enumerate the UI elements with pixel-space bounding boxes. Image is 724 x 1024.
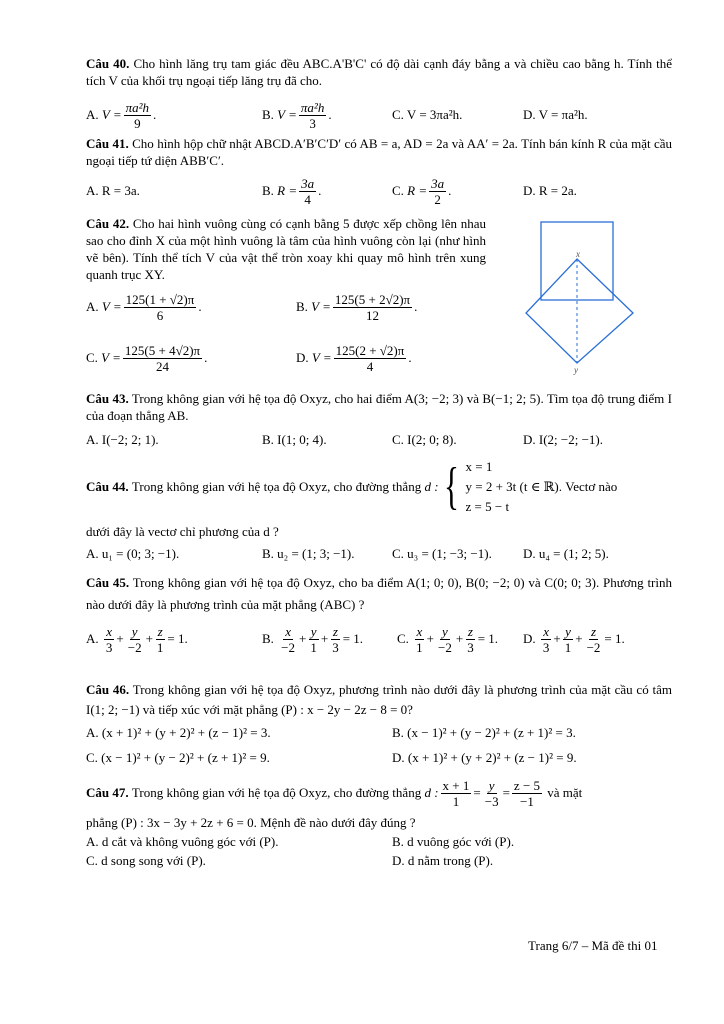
q41-option-b[interactable]: B. R = $\frac{3a}{4}$ . (262, 175, 322, 207)
q44-option-d[interactable]: D. u₄ = (1; 2; 5). (523, 546, 609, 561)
question-number: Câu 46. (86, 682, 130, 697)
q47-option-b[interactable]: B. d vuông góc với (P). (392, 834, 515, 849)
q45-option-c[interactable]: C. $\frac{x}{1}$ + $\frac{y}{-2}$ + $\frac{z}{3}$ = 1. (397, 623, 499, 655)
question-text: Cho hai hình vuông cùng có cạnh bằng 5 được xếp chồng lên nhau sao cho đỉnh X của một hình vuông là tâm của hình vuông còn lại (như hình vẽ bên). Tính thể tích V của vật thể tròn xoay khi quay mô hình trên xung quanh trục XY. (86, 216, 486, 282)
question-43 (86, 390, 672, 424)
q46-options (86, 725, 672, 771)
question-46 (86, 680, 672, 720)
q46-option-a[interactable]: A. (x + 1)² + (y + 2)² + (z − 1)² = 3. (86, 725, 271, 740)
question-number: Câu 44. (86, 479, 129, 494)
fraction: $\frac{\text{πa²h}}{3}$ (300, 99, 325, 131)
fraction: $\frac{3a}{4}$ (301, 175, 315, 207)
q46-option-c[interactable]: C. (x − 1)² + (y − 2)² + (z + 1)² = 9. (86, 750, 270, 765)
fraction: $\frac{\text{πa²h}}{9}$ (125, 99, 150, 131)
q44-option-c[interactable]: C. u₃ = (1; −3; −1). (392, 546, 492, 561)
question-45 (86, 572, 672, 616)
fraction: $\frac{125(2 + √2)\pi}{4}$ (335, 342, 405, 374)
q47-option-a[interactable]: A. d cắt và không vuông góc với (P). (86, 834, 279, 849)
q44-text-cont: dưới đây là vectơ chỉ phương của d ? (86, 524, 279, 539)
q45-option-b[interactable]: B. $\frac{x}{-2}$ + $\frac{y}{1}$ + $\frac{z}{3}$ = 1. (262, 623, 364, 655)
brace-icon: { (443, 458, 459, 515)
question-text: Cho hình lăng trụ tam giác đều ABC.A'B'C' có độ dài cạnh đáy bằng a và chiều cao bằng h. Tính thể tích V của khối trụ ngoại tiếp lăng trụ đã cho. (86, 56, 673, 88)
q44-options (86, 546, 672, 564)
rotated-square (526, 259, 633, 363)
q43-option-b[interactable]: B. I(1; 0; 4). (262, 432, 327, 447)
q47-option-d[interactable]: D. d nằm trong (P). (392, 853, 494, 868)
q40-option-d[interactable]: D. V = πa²h. (523, 107, 588, 122)
q41-option-c[interactable]: C. R = $\frac{3a}{2}$ . (392, 175, 452, 207)
q44-option-b[interactable]: B. u₂ = (1; 3; −1). (262, 546, 355, 561)
q43-option-a[interactable]: A. I(−2; 2; 1). (86, 432, 159, 447)
question-number: Câu 47. (86, 785, 129, 800)
q43-option-d[interactable]: D. I(2; −2; −1). (523, 432, 604, 447)
q42-option-b[interactable]: B. V = $\frac{125(5 + 2√2)\pi}{12}$ . (296, 291, 418, 323)
question-text: Trong không gian với hệ tọa độ Oxyz, cho đường thẳng (131, 479, 422, 494)
label-y: y (574, 365, 578, 375)
q44-option-a[interactable]: A. u₁ = (0; 3; −1). (86, 546, 180, 561)
q42-option-a[interactable]: A. V = $\frac{125(1 + √2)\pi}{6}$ . (86, 291, 202, 323)
question-number: Câu 42. (86, 216, 130, 231)
page-footer: Trang 6/7 – Mã đề thi 01 (528, 938, 658, 953)
question-text: Trong không gian với hệ tọa độ Oxyz, phương trình nào dưới đây là phương trình của mặt cầu có tâm I(1; 2; −1) và tiếp xúc với mặt phẳng (P) : x − 2y − 2z − 8 = 0? (86, 682, 672, 717)
fraction: $\frac{125(5 + 2√2)\pi}{12}$ (334, 291, 411, 323)
question-47: Câu 47. Trong không gian với hệ tọa độ Oxyz, cho đường thẳng d : $\frac{x + 1}{1}$ = $\frac{y}{-3}$ = $\frac{z - 5}{-1}$ và mặt (86, 777, 583, 809)
q45-option-d[interactable]: D. $\frac{x}{3}$ + $\frac{y}{1}$ + $\frac{z}{-2}$ = 1. (523, 623, 625, 655)
question-40 (86, 55, 672, 89)
question-number: Câu 40. (86, 56, 130, 71)
question-text: Trong không gian với hệ tọa độ Oxyz, cho hai điểm A(3; −2; 3) và B(−1; 2; 5). Tìm tọa độ trung điểm I của đoạn thẳng AB. (86, 391, 672, 423)
question-number: Câu 43. (86, 391, 129, 406)
q40-option-c[interactable]: C. V = 3πa²h. (392, 107, 463, 122)
fraction: $\frac{3a}{2}$ (431, 175, 445, 207)
q45-options (86, 621, 672, 657)
q40-option-a[interactable]: A. V = $\frac{\text{πa²h}}{9}$ . (86, 99, 157, 131)
q40-option-b[interactable]: B. V = $\frac{\text{πa²h}}{3}$ . (262, 99, 332, 131)
q47-option-c[interactable]: C. d song song với (P). (86, 853, 206, 868)
q46-option-d[interactable]: D. (x + 1)² + (y + 2)² + (z − 1)² = 9. (392, 750, 577, 765)
q43-option-c[interactable]: C. I(2; 0; 8). (392, 432, 457, 447)
q46-option-b[interactable]: B. (x − 1)² + (y − 2)² + (z + 1)² = 3. (392, 725, 576, 740)
q41-options (86, 173, 672, 209)
q45-option-a[interactable]: A. $\frac{x}{3}$ + $\frac{y}{-2}$ + $\frac{z}{1}$ = 1. (86, 623, 188, 655)
fraction: $\frac{125(5 + 4√2)\pi}{24}$ (124, 342, 201, 374)
equation-system: { x = 1 y = 2 + 3t (t ∈ ℝ). z = 5 − t (443, 458, 562, 515)
q41-option-d[interactable]: D. R = 2a. (523, 183, 577, 198)
question-number: Câu 45. (86, 575, 130, 590)
question-41 (86, 135, 672, 169)
q42-option-c[interactable]: C. V = $\frac{125(5 + 4√2)\pi}{24}$ . (86, 342, 208, 374)
label-x: x (576, 249, 580, 259)
q47-options (86, 834, 672, 874)
q40-options (86, 97, 672, 133)
q42-option-d[interactable]: D. V = $\frac{125(2 + √2)\pi}{4}$ . (296, 342, 412, 374)
q41-option-a[interactable]: A. R = 3a. (86, 183, 140, 198)
question-number: Câu 41. (86, 136, 129, 151)
question-text: Cho hình hộp chữ nhật ABCD.A′B′C′D′ có AB = a, AD = 2a và AA′ = 2a. Tính bán kính R của mặt cầu ngoại tiếp tứ diện ABB′C′. (86, 136, 673, 168)
question-42 (86, 215, 486, 283)
q43-options (86, 432, 672, 450)
q42-figure (522, 215, 638, 375)
fraction: $\frac{125(1 + √2)\pi}{6}$ (125, 291, 195, 323)
question-44: Câu 44. Trong không gian với hệ tọa độ Oxyz, cho đường thẳng d : { x = 1 y = 2 + 3t (t ∈ ℝ). z = 5 − t Vectơ nào (86, 458, 618, 515)
question-text: Trong không gian với hệ tọa độ Oxyz, cho đường thẳng (131, 785, 422, 800)
q47-text-cont: phẳng (P) : 3x − 3y + 2z + 6 = 0. Mệnh đề nào dưới đây đúng ? (86, 815, 416, 830)
question-text: Trong không gian với hệ tọa độ Oxyz, cho ba điểm A(1; 0; 0), B(0; −2; 0) và C(0; 0; 3). Phương trình nào dưới đây là phương trình của mặt phẳng (ABC) ? (86, 575, 672, 612)
